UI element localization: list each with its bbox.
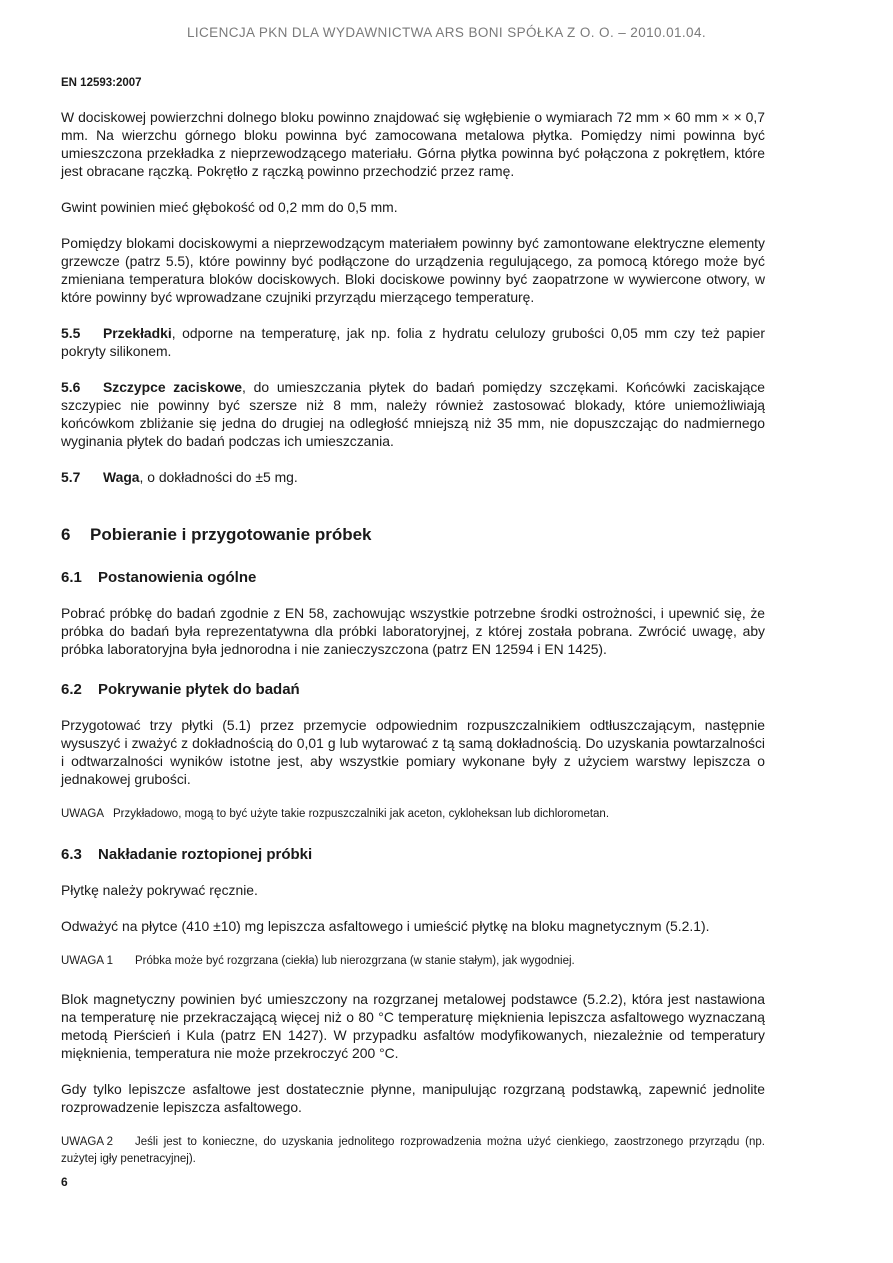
note-text: Jeśli jest to konieczne, do uzyskania jednolitego rozprowadzenia można użyć cienkiego, zaostrzonego przyrządu (np. zużytej igły penetracyjnej). bbox=[61, 1136, 765, 1165]
document-body bbox=[61, 108, 765, 1168]
section-number: 6 bbox=[61, 525, 71, 544]
license-header: LICENCJA PKN DLA WYDAWNICTWA ARS BONI SPÓŁKA Z O. O. – 2010.01.04. bbox=[186, 25, 707, 40]
note-text: Przykładowo, mogą to być użyte takie rozpuszczalniki jak aceton, cykloheksan lub dichlorometan. bbox=[113, 808, 610, 820]
item-text: , odporne na temperaturę, jak np. folia z hydratu celulozy grubości 0,05 mm czy też papier pokryty silikonem. bbox=[61, 325, 765, 359]
list-item-5-6 bbox=[61, 378, 765, 450]
section-6-2-heading bbox=[61, 680, 765, 700]
paragraph: Gwint powinien mieć głębokość od 0,2 mm do 0,5 mm. bbox=[61, 199, 398, 215]
note-label: UWAGA 1 bbox=[61, 955, 113, 967]
paragraph: W dociskowej powierzchni dolnego bloku powinno znajdować się wgłębienie o wymiarach 72 mm × 60 mm × × 0,7 mm. Na wierzchu górnego bloku powinna być zamocowana metalowa płytka. Pomiędzy nimi powinna być umieszczona przekładka z nieprzewodzącego materiału. Górna płytka powinna być połączona z pokrętłem, które jest obracane rączką. Pokrętło z rączką powinno przechodzić przez ramę. bbox=[61, 109, 765, 179]
item-term: Szczypce zaciskowe bbox=[103, 379, 243, 395]
section-number: 6.1 bbox=[61, 569, 82, 586]
paragraph: Odważyć na płytce (410 ±10) mg lepiszcza asfaltowego i umieścić płytkę na bloku magnetycznym (5.2.1). bbox=[61, 918, 710, 934]
item-term: Waga bbox=[103, 469, 140, 485]
paragraph: Płytkę należy pokrywać ręcznie. bbox=[61, 882, 258, 898]
list-item-5-7 bbox=[61, 468, 765, 486]
section-number: 6.2 bbox=[61, 681, 82, 698]
note bbox=[61, 806, 765, 823]
note-1 bbox=[61, 953, 765, 970]
note-label: UWAGA 2 bbox=[61, 1136, 113, 1148]
section-title: Postanowienia ogólne bbox=[98, 569, 257, 586]
section-6-3-heading bbox=[61, 845, 765, 865]
list-item-5-5 bbox=[61, 324, 765, 360]
page-number: 6 bbox=[61, 1175, 68, 1189]
document-id: EN 12593:2007 bbox=[61, 77, 142, 89]
section-title: Nakładanie roztopionej próbki bbox=[98, 846, 313, 863]
section-title: Pobieranie i przygotowanie próbek bbox=[90, 525, 372, 544]
note-text: Próbka może być rozgrzana (ciekła) lub nierozgrzana (w stanie stałym), jak wygodniej. bbox=[135, 955, 575, 967]
note-label: UWAGA bbox=[61, 808, 105, 820]
item-text: , o dokładności do ±5 mg. bbox=[139, 469, 298, 485]
paragraph: Pomiędzy blokami dociskowymi a nieprzewodzącym materiałem powinny być zamontowane elektryczne elementy grzewcze (patrz 5.5), które powinny być podłączone do urządzenia regulującego, za pomocą którego może być zmieniana temperatura bloków dociskowych. Bloki dociskowe powinny być zaopatrzone w wywiercone otwory, w które powinny być wprowadzane czujniki przyrządu mierzącego temperaturę. bbox=[61, 235, 765, 305]
paragraph: Blok magnetyczny powinien być umieszczony na rozgrzanej metalowej podstawce (5.2.2), która jest nastawiona na temperaturę nie przekraczającą więcej niż o 80 °C temperaturę mięknienia lepiszcza asfaltowego wyznaczaną metodą Pierścień i Kula (patrz EN 1427). W przypadku asfaltów modyfikowanych, niezależnie od temperatury mięknienia, temperatura nie może przekroczyć 200 °C. bbox=[61, 991, 765, 1061]
section-title: Pokrywanie płytek do badań bbox=[98, 681, 300, 698]
item-number: 5.6 bbox=[61, 379, 81, 395]
paragraph: Przygotować trzy płytki (5.1) przez przemycie odpowiednim rozpuszczalnikiem odtłuszczającym, następnie wysuszyć i zważyć z dokładnością do 0,01 g lub wytarować z tą samą dokładnością. Do uzyskania powtarzalności i odtwarzalności wyników istotne jest, aby wszystkie pomiary wykonane były z użyciem warstwy lepiszcza o jednakowej grubości. bbox=[61, 717, 765, 787]
paragraph: Pobrać próbkę do badań zgodnie z EN 58, zachowując wszystkie potrzebne środki ostrożności, i upewnić się, że próbka do badań była reprezentatywna dla próbki laboratoryjnej, z której została pobrana. Zwrócić uwagę, aby próbka laboratoryjna była jednorodna i nie zanieczyszczona (patrz EN 12594 i EN 1425). bbox=[61, 605, 765, 657]
section-6-heading bbox=[61, 524, 765, 546]
section-6-1-heading bbox=[61, 568, 765, 588]
note-2 bbox=[61, 1134, 765, 1168]
item-number: 5.7 bbox=[61, 469, 81, 485]
item-number: 5.5 bbox=[61, 325, 81, 341]
section-number: 6.3 bbox=[61, 846, 82, 863]
item-term: Przekładki bbox=[103, 325, 172, 341]
paragraph: Gdy tylko lepiszcze asfaltowe jest dostatecznie płynne, manipulując rozgrzaną podstawką, zapewnić jednolite rozprowadzenie lepiszcza asfaltowego. bbox=[61, 1081, 765, 1115]
item-text: , do umieszczania płytek do badań pomiędzy szczękami. Końcówki zaciskające szczypiec nie powinny być szersze niż 8 mm, należy również zastosować blokady, które uniemożliwiają końcówkom zbliżanie się jedna do drugiej na odległość mniejszą niż 35 mm, nie dopuszczając do nadmiernego wyginania płytek do badań podczas ich umieszczania. bbox=[61, 379, 765, 449]
